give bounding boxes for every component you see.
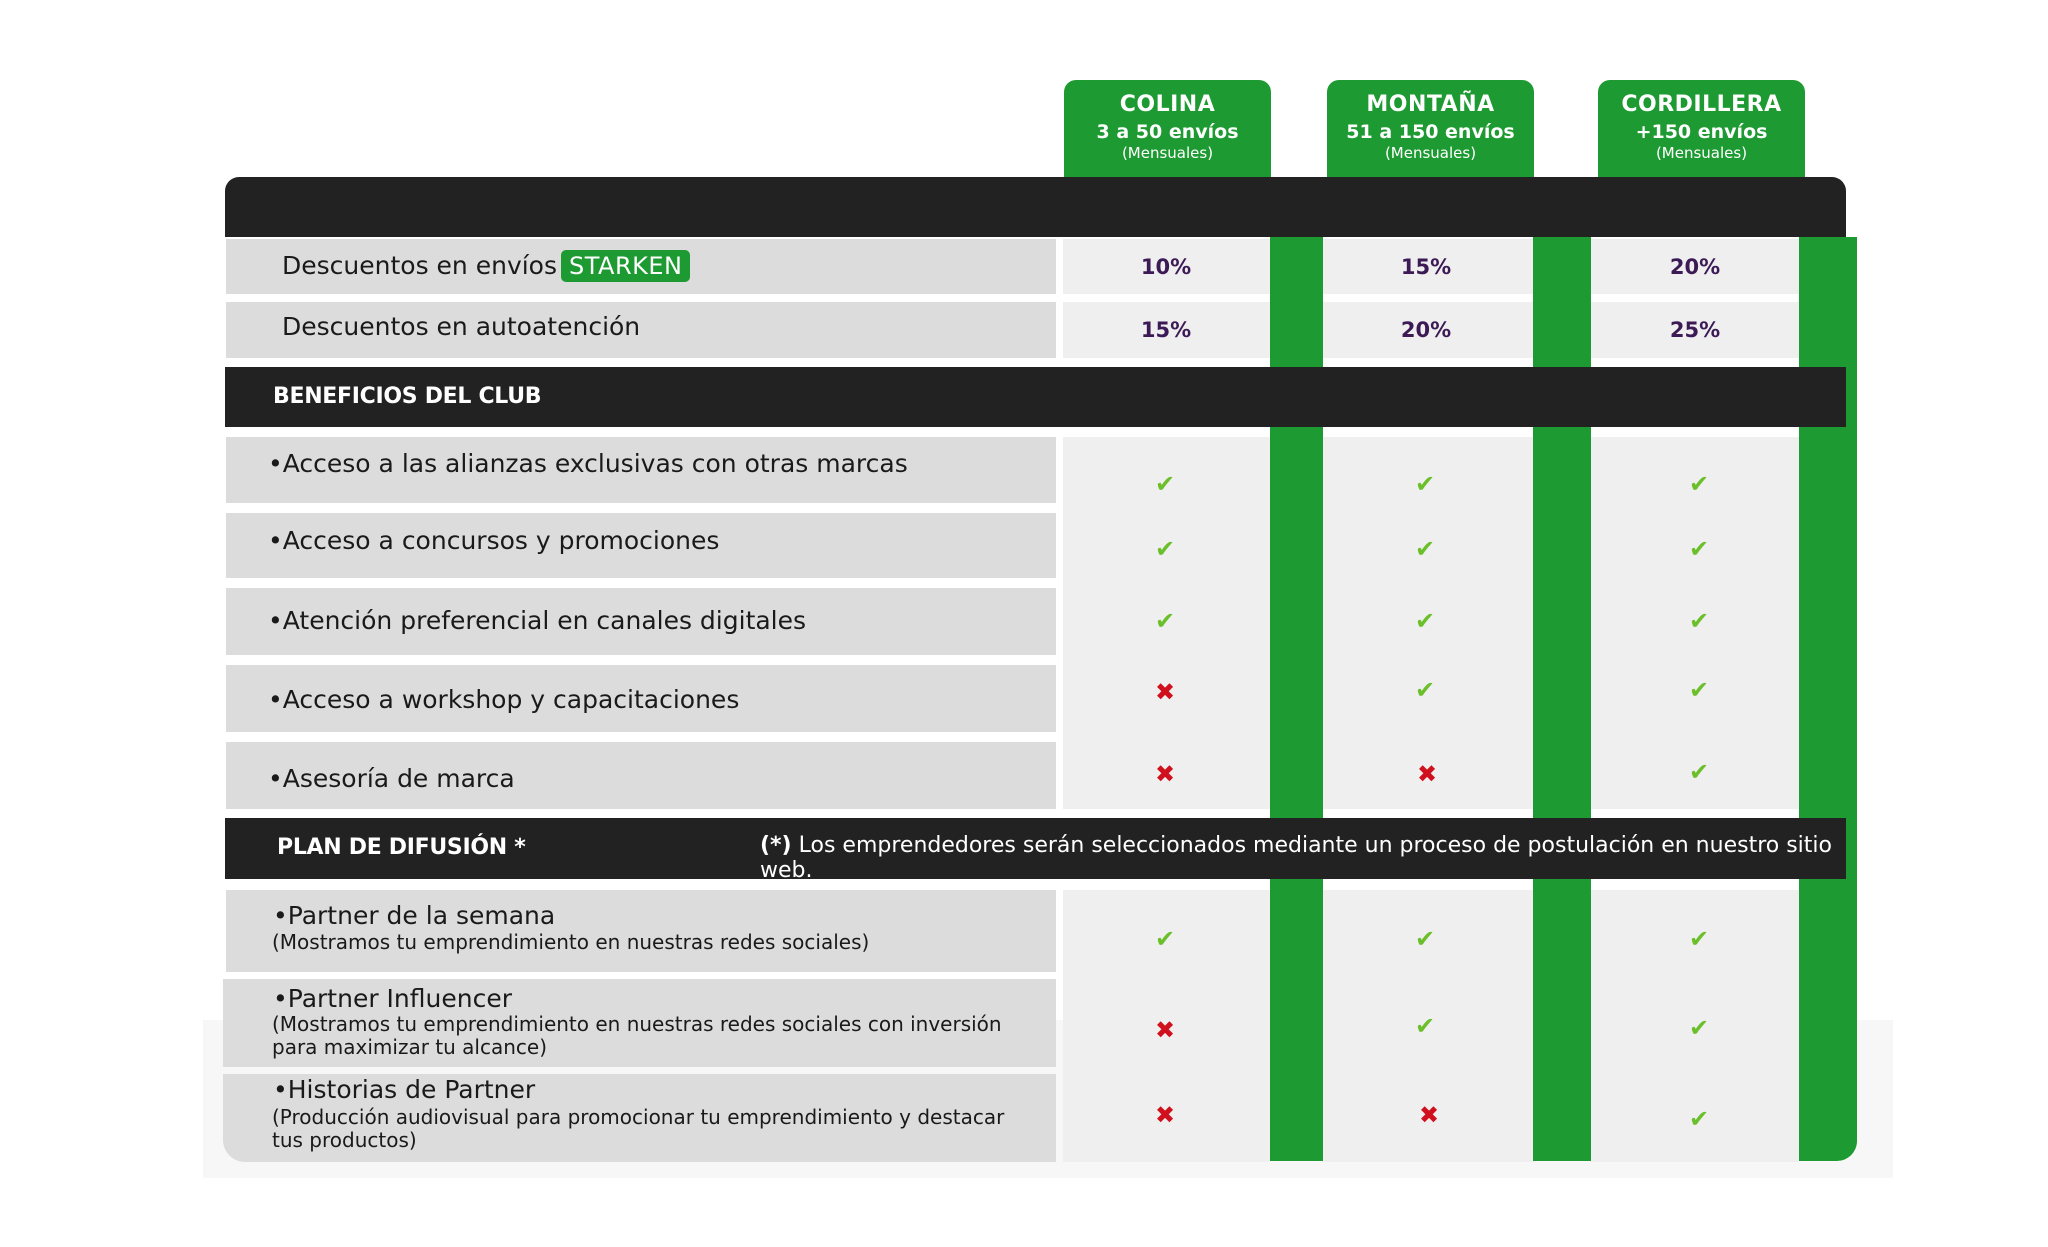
discount-cell bbox=[1063, 302, 1270, 358]
discount-label: Descuentos en autoatención bbox=[282, 312, 641, 341]
plan-note: (Mensuales) bbox=[1655, 144, 1748, 162]
plan-range: 51 a 150 envíos bbox=[1346, 121, 1515, 143]
discount-value: 20% bbox=[1669, 255, 1721, 279]
club-section-title: BENEFICIOS DEL CLUB bbox=[273, 384, 542, 409]
check-icon: ✔ bbox=[1688, 676, 1710, 704]
difusion-section-band bbox=[225, 818, 1846, 883]
check-icon: ✔ bbox=[1154, 607, 1176, 635]
difusion-section-title: PLAN DE DIFUSIÓN * bbox=[277, 835, 526, 860]
club-row-text: •Acceso a workshop y capacitaciones bbox=[268, 685, 740, 714]
check-icon: ✔ bbox=[1688, 607, 1710, 635]
check-icon: ✔ bbox=[1414, 925, 1436, 953]
discount-cell bbox=[1323, 302, 1533, 358]
cross-icon: ✖ bbox=[1154, 678, 1176, 706]
starken-badge: STARKEN bbox=[561, 250, 690, 282]
plan-range: +150 envíos bbox=[1635, 121, 1768, 143]
club-row-text: •Acceso a las alianzas exclusivas con otras marcas bbox=[268, 449, 908, 478]
discount-value: 15% bbox=[1400, 255, 1452, 279]
club-section-band bbox=[225, 367, 1846, 427]
difusion-row-sub: (Mostramos tu emprendimiento en nuestras redes sociales) bbox=[272, 930, 870, 954]
club-row-label bbox=[226, 588, 1056, 655]
cross-icon: ✖ bbox=[1416, 760, 1438, 788]
difusion-row-label bbox=[226, 890, 1056, 972]
check-icon: ✔ bbox=[1414, 1012, 1436, 1040]
club-row-label bbox=[226, 742, 1056, 809]
cross-icon: ✖ bbox=[1154, 1101, 1176, 1129]
discount-value: 10% bbox=[1140, 255, 1192, 279]
check-icon: ✔ bbox=[1414, 607, 1436, 635]
plan-name: MONTAÑA bbox=[1366, 92, 1495, 117]
difusion-row-label bbox=[223, 1074, 1056, 1162]
check-icon: ✔ bbox=[1688, 1105, 1710, 1133]
difusion-row-sub: (Producción audiovisual para promocionar tu emprendimiento y destacar bbox=[272, 1105, 1005, 1129]
plan-tab-cordillera bbox=[1598, 80, 1805, 180]
club-row-text: •Asesoría de marca bbox=[268, 764, 515, 793]
discount-value: 25% bbox=[1669, 318, 1721, 342]
check-icon: ✔ bbox=[1688, 470, 1710, 498]
check-icon: ✔ bbox=[1688, 925, 1710, 953]
discount-cell bbox=[1063, 239, 1270, 294]
difusion-row-text: •Partner Influencer bbox=[273, 984, 512, 1013]
difusion-row-text: •Partner de la semana bbox=[273, 901, 556, 930]
cross-icon: ✖ bbox=[1418, 1101, 1440, 1129]
discount-cell bbox=[1323, 239, 1533, 294]
table-header-band bbox=[225, 177, 1846, 237]
cross-icon: ✖ bbox=[1154, 760, 1176, 788]
discount-value: 15% bbox=[1140, 318, 1192, 342]
plan-note: (Mensuales) bbox=[1384, 144, 1477, 162]
club-row-text: •Atención preferencial en canales digitales bbox=[268, 606, 807, 635]
check-icon: ✔ bbox=[1154, 925, 1176, 953]
check-icon: ✔ bbox=[1154, 535, 1176, 563]
plan-tab-montana bbox=[1327, 80, 1534, 180]
discount-cell bbox=[1591, 239, 1799, 294]
difusion-row-sub: tus productos) bbox=[272, 1128, 417, 1152]
difusion-row-text: •Historias de Partner bbox=[273, 1075, 536, 1104]
check-icon: ✔ bbox=[1414, 470, 1436, 498]
check-icon: ✔ bbox=[1414, 676, 1436, 704]
difusion-row-label bbox=[223, 979, 1056, 1067]
discount-row-label bbox=[226, 302, 1056, 358]
check-icon: ✔ bbox=[1688, 1014, 1710, 1042]
discount-value: 20% bbox=[1400, 318, 1452, 342]
club-row-label bbox=[226, 437, 1056, 503]
club-row-label bbox=[226, 513, 1056, 578]
plan-name: COLINA bbox=[1119, 92, 1216, 117]
discount-row-label bbox=[226, 239, 1056, 294]
plan-range: 3 a 50 envíos bbox=[1096, 121, 1239, 143]
difusion-row-sub: para maximizar tu alcance) bbox=[272, 1035, 548, 1059]
discount-label: Descuentos en envíos STARKEN bbox=[282, 250, 690, 282]
discount-cell bbox=[1591, 302, 1799, 358]
difusion-note: (*) Los emprendedores serán seleccionados mediante un proceso de postulación en nuestro sitio web. bbox=[760, 833, 1832, 883]
plan-name: CORDILLERA bbox=[1621, 92, 1782, 117]
difusion-row-sub: (Mostramos tu emprendimiento en nuestras redes sociales con inversión bbox=[272, 1012, 1002, 1036]
cross-icon: ✖ bbox=[1154, 1016, 1176, 1044]
check-icon: ✔ bbox=[1688, 535, 1710, 563]
check-icon: ✔ bbox=[1414, 535, 1436, 563]
check-icon: ✔ bbox=[1688, 758, 1710, 786]
plan-note: (Mensuales) bbox=[1121, 144, 1214, 162]
club-row-label bbox=[226, 665, 1056, 732]
check-icon: ✔ bbox=[1154, 470, 1176, 498]
plan-tab-colina bbox=[1064, 80, 1271, 180]
club-row-text: •Acceso a concursos y promociones bbox=[268, 526, 720, 555]
